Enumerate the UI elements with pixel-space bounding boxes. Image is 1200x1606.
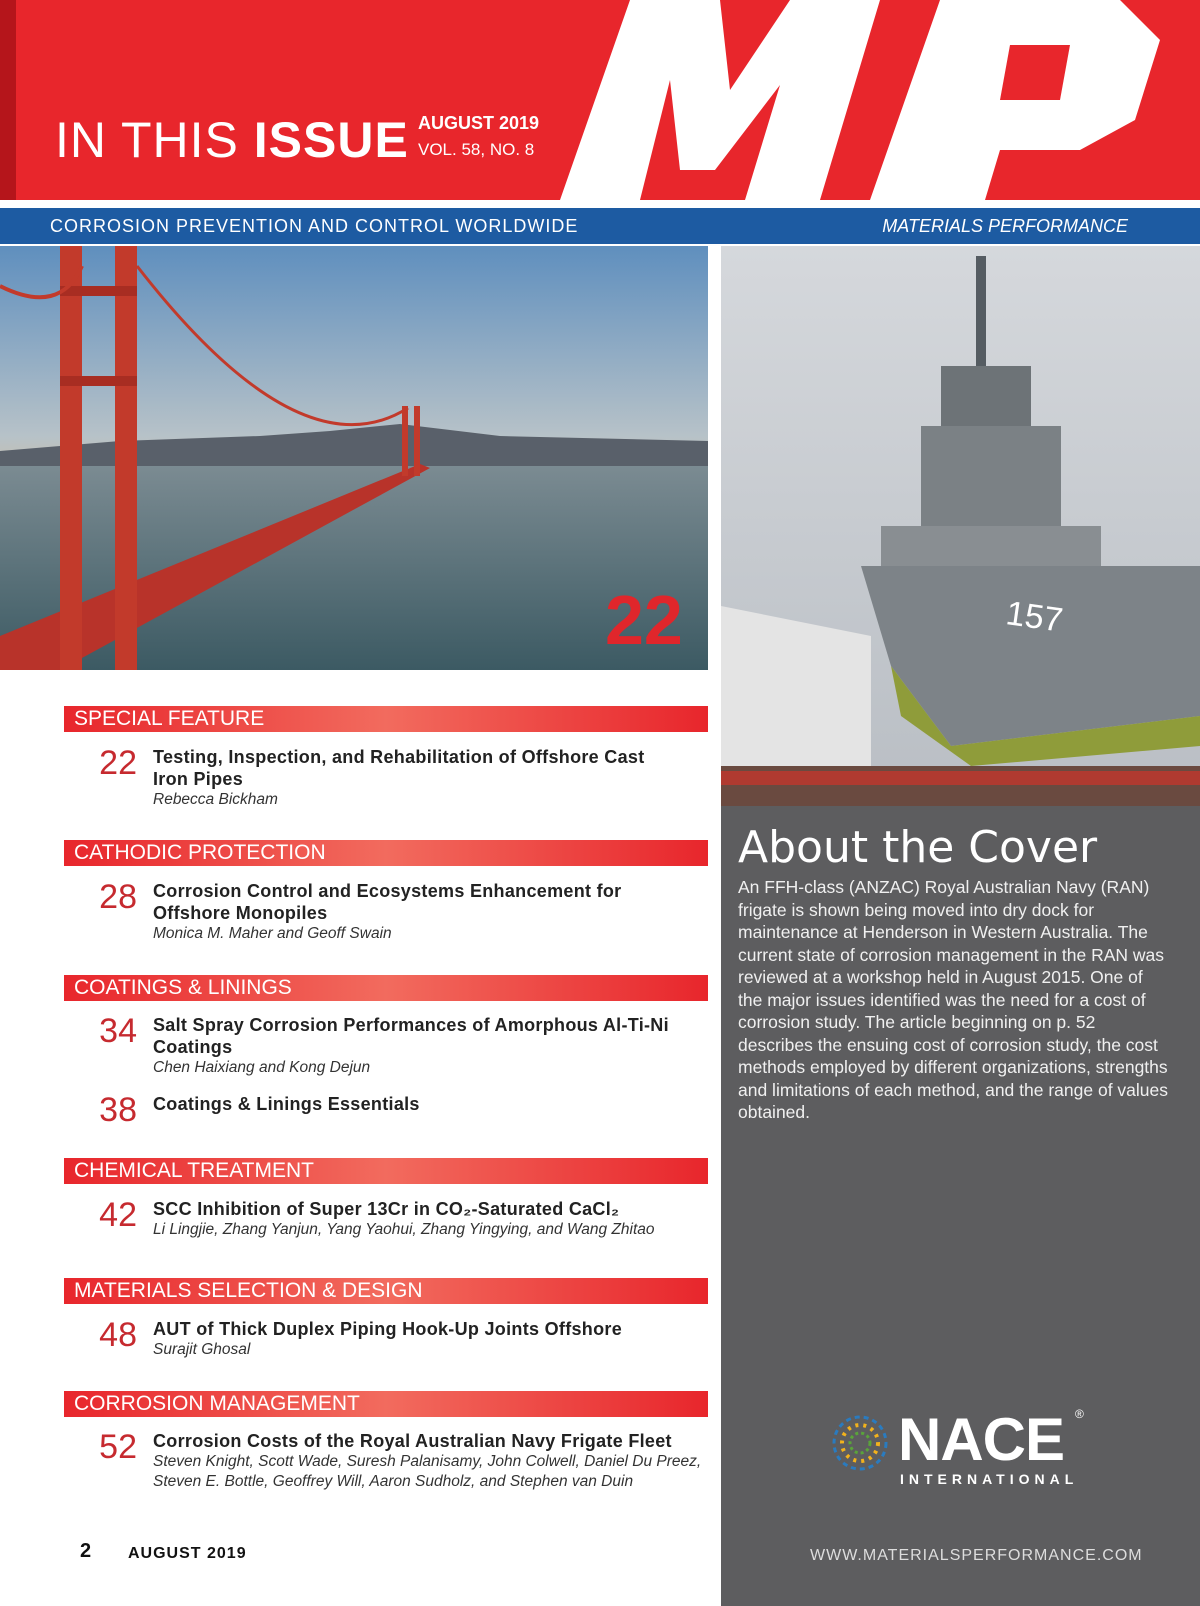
entry-authors: Monica M. Maher and Geoff Swain [153,925,392,942]
entry-title[interactable]: SCC Inhibition of Super 13Cr in CO₂-Saturated CaCl₂ [153,1199,620,1219]
website-url: WWW.MATERIALSPERFORMANCE.COM [810,1547,1143,1564]
entry-title[interactable]: Corrosion Control and Ecosystems Enhancement for Offshore Monopiles [153,881,622,923]
entry-page-number[interactable]: 28 [99,878,137,916]
entry-title[interactable]: AUT of Thick Duplex Piping Hook-Up Joints Offshore [153,1319,623,1339]
title-light: IN THIS [55,112,254,168]
section-heading-bar [64,1158,708,1184]
section-heading: CHEMICAL TREATMENT [74,1159,314,1182]
section-heading-bar [64,706,708,732]
section-heading-bar [64,840,708,866]
entry-page-number[interactable]: 42 [99,1196,137,1234]
entry-authors: Li Lingjie, Zhang Yanjun, Yang Yaohui, Zhang Yingying, and Wang Zhitao [153,1221,655,1238]
header-banner [0,0,1200,200]
entry-page-number[interactable]: 34 [99,1012,137,1050]
photo-page-number: 22 [605,581,683,659]
header-edge-stripe [0,0,16,200]
entry-page-number[interactable]: 22 [99,744,137,782]
issue-volume: VOL. 58, NO. 8 [418,140,535,159]
about-cover-text: An FFH-class (ANZAC) Royal Australian Navy (RAN) frigate is shown being moved into dry dock for maintenance at Henderson in Western Australia. The current state of corrosion management in the RAN was reviewed at a workshop held in August 2015. One of the major issues identified was the need for a cost of corrosion study. The article beginning on p. 52 describes the ensuing cost of corrosion study, the cost methods employed by different organizations, strengths and limitations of each method, and the range of values obtained. [738,877,1168,1122]
cover-photo [721,246,1200,806]
bridge-photo [0,246,708,670]
page-title [55,110,409,170]
section-heading: CATHODIC PROTECTION [74,841,326,864]
section-heading: MATERIALS SELECTION & DESIGN [74,1279,423,1302]
nace-emblem-icon [834,1417,886,1469]
about-cover-title: About the Cover [738,822,1098,873]
entry-authors: Rebecca Bickham [153,791,278,808]
section-heading-bar [64,1391,708,1417]
entry-page-number[interactable]: 48 [99,1316,137,1354]
section-heading-bar [64,975,708,1001]
entry-page-number[interactable]: 38 [99,1091,137,1129]
footer-date: AUGUST 2019 [128,1545,247,1562]
entry-title[interactable]: Salt Spray Corrosion Performances of Amorphous Al-Ti-Ni Coatings [153,1015,669,1057]
entry-title[interactable]: Testing, Inspection, and Rehabilitation of Offshore Cast Iron Pipes [153,747,645,789]
section-heading-bar [64,1278,708,1304]
entry-title[interactable]: Corrosion Costs of the Royal Australian Navy Frigate Fleet [153,1431,672,1451]
hull-number: 157 [1003,594,1066,640]
nace-name: NACE [898,1406,1065,1473]
entry-authors: Steven Knight, Scott Wade, Suresh Palanisamy, John Colwell, Daniel Du Preez, Steven E. Bottle, Geoffrey Will, Aaron Sudholz, and Stephen van Duin [153,1453,702,1490]
entry-page-number[interactable]: 52 [99,1428,137,1466]
issue-date: AUGUST 2019 [418,113,540,133]
entry-authors: Surajit Ghosal [153,1341,251,1358]
magazine-name: MATERIALS PERFORMANCE [882,216,1128,236]
nace-logo [820,1398,1120,1498]
mp-logo [560,0,1200,200]
section-heading: SPECIAL FEATURE [74,707,265,730]
section-heading: CORROSION MANAGEMENT [74,1392,360,1415]
section-heading: COATINGS & LININGS [74,976,292,999]
entry-authors: Chen Haixiang and Kong Dejun [153,1059,371,1076]
footer-page-number: 2 [80,1540,92,1562]
entry-title[interactable]: Coatings & Linings Essentials [153,1094,420,1114]
tagline: CORROSION PREVENTION AND CONTROL WORLDWIDE [50,216,579,236]
nace-sub: INTERNATIONAL [900,1471,1079,1487]
title-bold: ISSUE [253,112,409,168]
registered-mark: ® [1075,1407,1084,1421]
